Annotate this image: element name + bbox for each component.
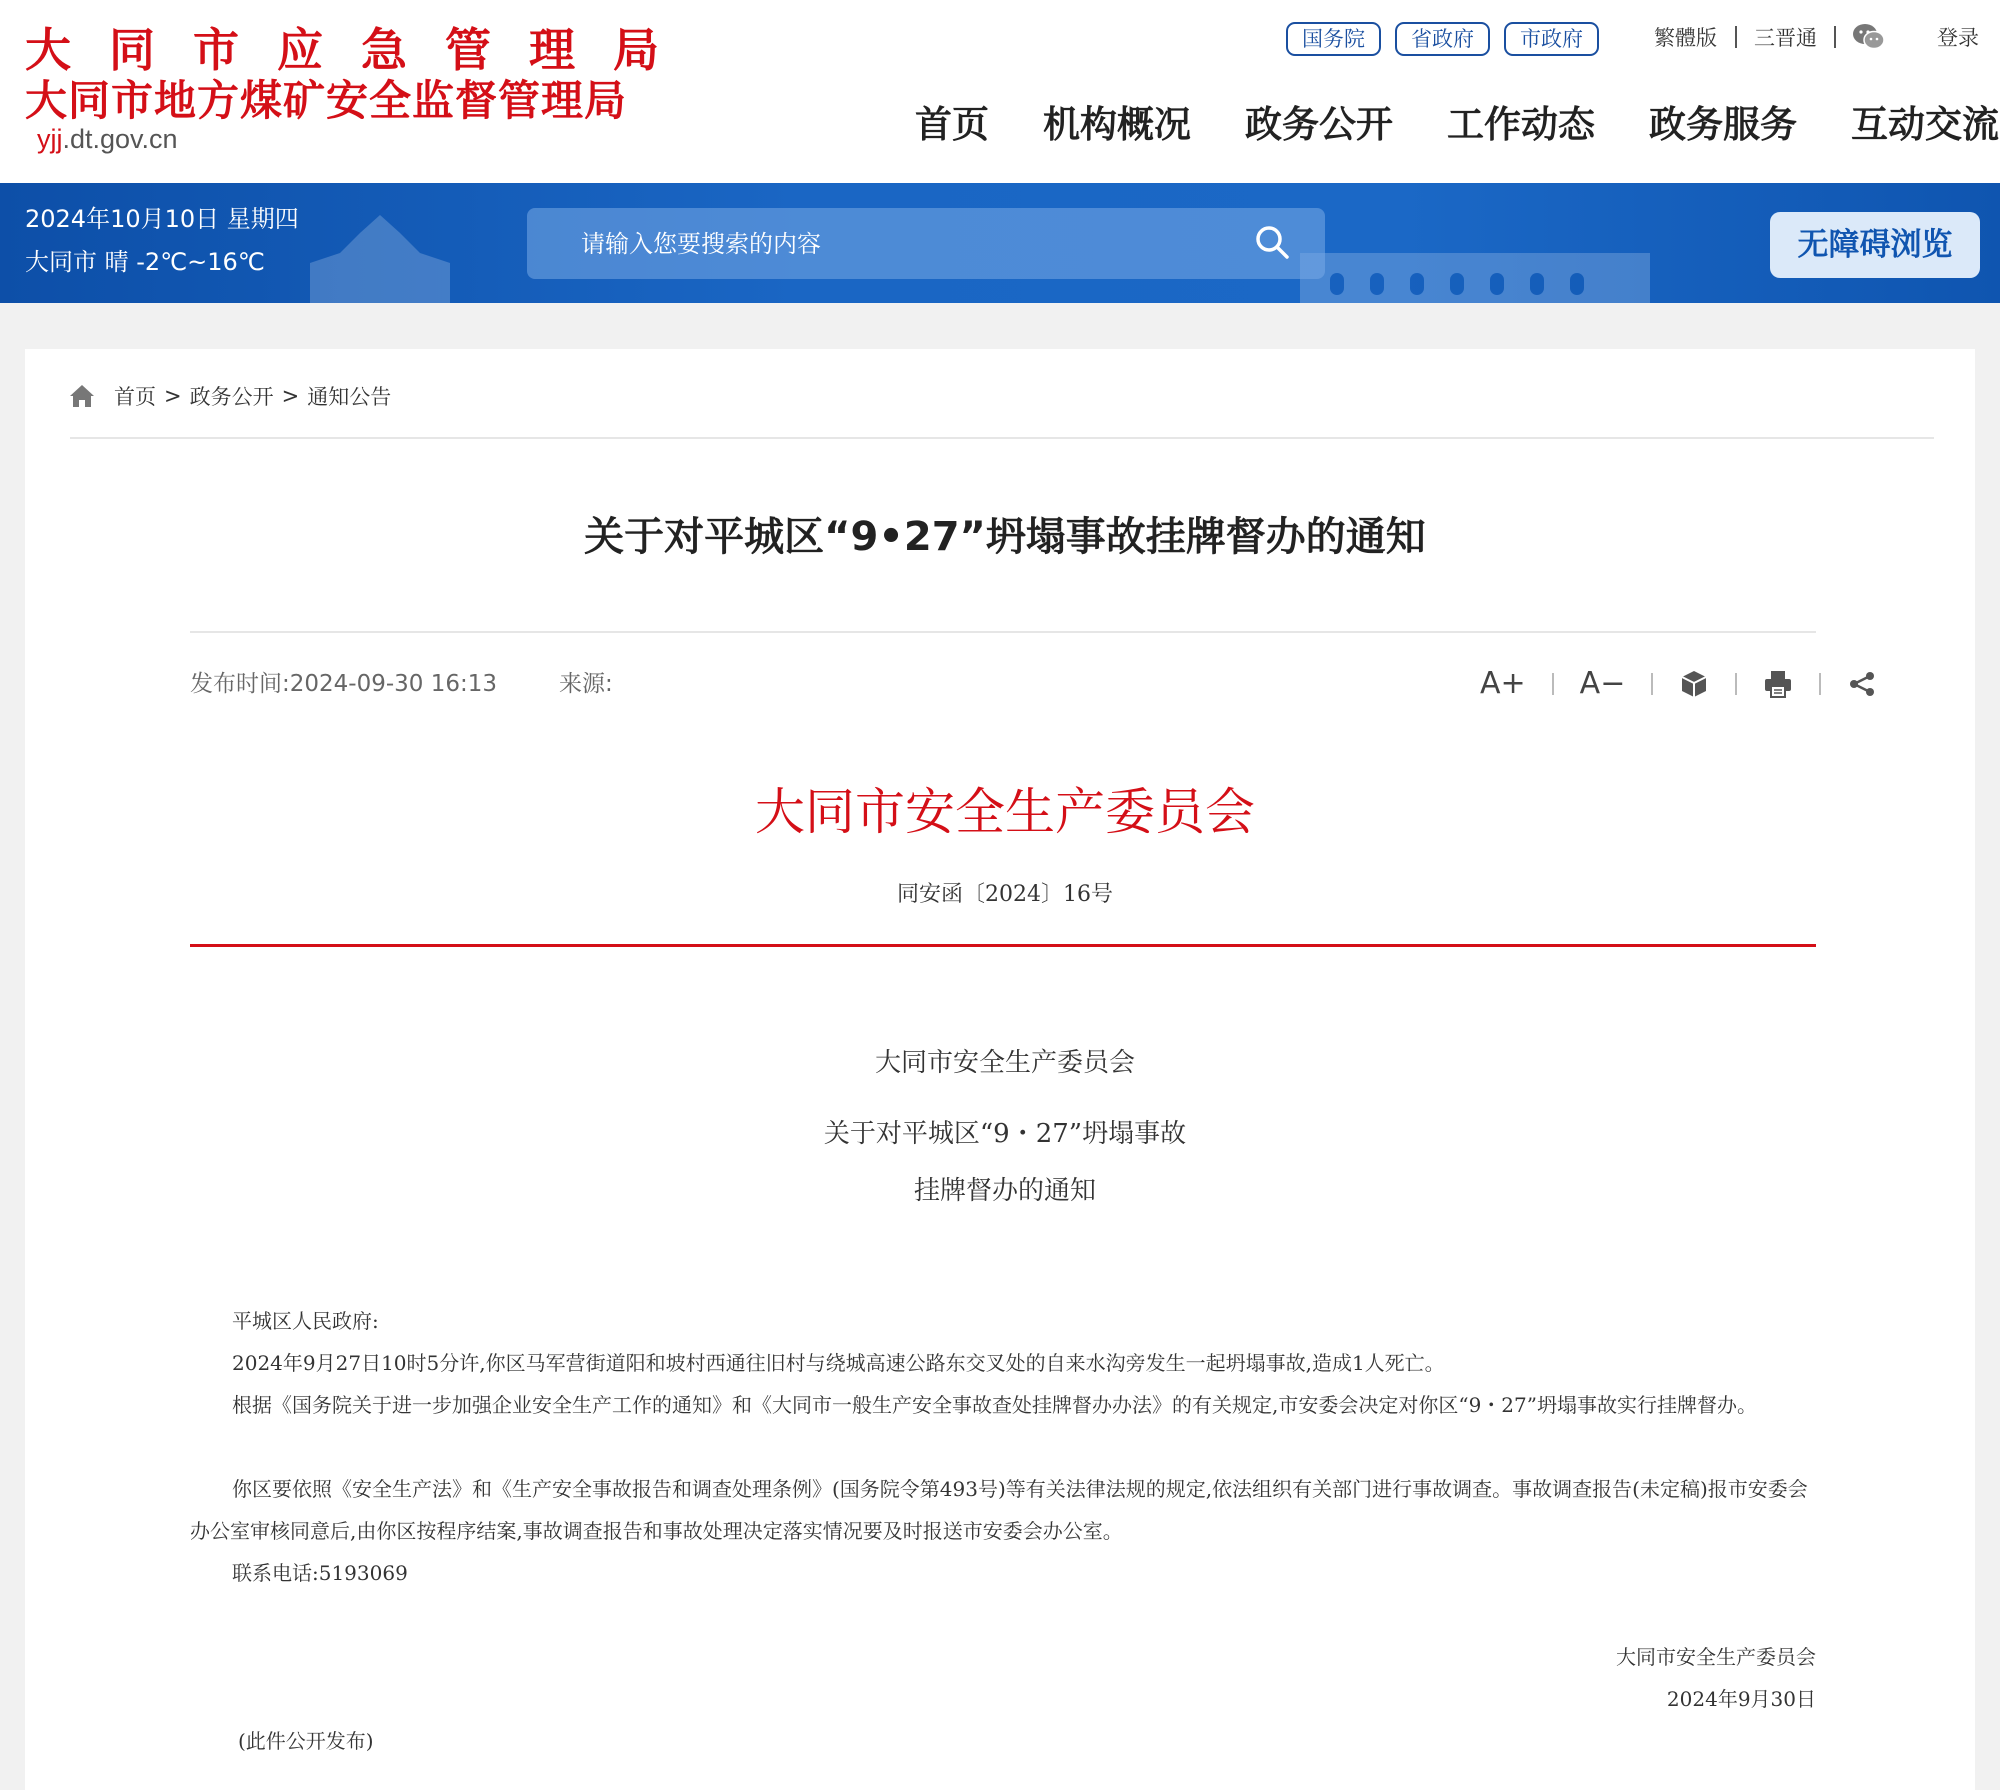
document-paragraph: 2024年9月27日10时5分许,你区马军营街道阳和坡村西通往旧村与绕城高速公路东交叉处的自来水沟旁发生一起坍塌事故,造成1人死亡。 (232, 1351, 1445, 1375)
red-divider (190, 944, 1816, 947)
divider (70, 437, 1934, 439)
document-contact: 联系电话:5193069 (232, 1561, 408, 1585)
weather-info: 大同市 晴 -2℃~16℃ (25, 248, 265, 276)
publish-time (190, 671, 497, 697)
breadcrumb-home[interactable]: 首页 (114, 385, 156, 409)
traditional-chinese-link[interactable]: 繁體版 (1654, 26, 1717, 50)
document-paragraph: 你区要依照《安全生产法》和《生产安全事故报告和调查处理条例》(国务院令第493号)等有关法律法规的规定,依法组织有关部门进行事故调查。事故调查报告(未定稿)报市安委会办公室审核同意后,由你区按程序结案,事故调查报告和事故处理决定落实情况要及时报送市安委会办公室。 (190, 1477, 1808, 1543)
search-input[interactable] (527, 208, 1267, 279)
divider (1819, 673, 1821, 695)
font-decrease-button[interactable]: A− (1579, 666, 1626, 701)
nav-services[interactable]: 政务服务 (1649, 103, 1797, 146)
breadcrumb (68, 381, 391, 411)
site-url-suffix: .dt.gov.cn (62, 124, 178, 154)
font-increase-button[interactable]: A+ (1480, 666, 1526, 701)
document-date: 2024年9月30日 (1666, 1687, 1816, 1711)
document-heading-org: 大同市安全生产委员会 (874, 1048, 1135, 1078)
document-heading-line2: 挂牌督办的通知 (913, 1176, 1096, 1206)
login-link[interactable]: 登录 (1937, 26, 1979, 50)
nav-interaction[interactable]: 互动交流 (1851, 103, 1999, 146)
link-state-council[interactable]: 国务院 (1286, 22, 1381, 56)
nav-work-news[interactable]: 工作动态 (1447, 103, 1595, 146)
document-issuer: 大同市安全生产委员会 (755, 783, 1255, 841)
site-header (0, 0, 2000, 183)
breadcrumb-notices[interactable]: 通知公告 (307, 385, 392, 409)
link-city-gov[interactable]: 市政府 (1504, 22, 1599, 56)
current-date: 2024年10月10日 星期四 (25, 205, 299, 233)
divider (1552, 673, 1554, 695)
breadcrumb-separator: > (164, 384, 182, 408)
divider (190, 631, 1816, 633)
link-province-gov[interactable]: 省政府 (1395, 22, 1490, 56)
gov-links (1286, 22, 1613, 56)
divider (1651, 673, 1653, 695)
document-heading-line1: 关于对平城区“9・27”坍塌事故 (823, 1119, 1187, 1149)
banner (0, 183, 2000, 303)
divider (1735, 673, 1737, 695)
content-card (25, 349, 1975, 1790)
main-nav (915, 100, 1999, 150)
search-box (527, 208, 1325, 279)
nav-overview[interactable]: 机构概况 (1043, 103, 1191, 146)
article-tools (1480, 664, 1877, 704)
publish-value: 2024-09-30 16:13 (289, 671, 498, 697)
divider (1834, 26, 1836, 48)
breadcrumb-gov-affairs[interactable]: 政务公开 (189, 385, 274, 409)
home-icon[interactable] (68, 382, 96, 410)
wechat-icon[interactable] (1852, 22, 1886, 52)
breadcrumb-separator: > (281, 384, 300, 408)
cube-icon[interactable] (1679, 669, 1709, 699)
public-release-note: (此件公开发布) (238, 1729, 374, 1753)
sanjintong-link[interactable]: 三晋通 (1754, 26, 1817, 50)
site-url-prefix: yjj (37, 124, 63, 154)
nav-gov-affairs[interactable]: 政务公开 (1245, 103, 1393, 146)
site-name-line1[interactable]: 大同市应急管理局 (25, 23, 697, 77)
source-label: 来源: (559, 671, 613, 697)
share-icon[interactable] (1847, 669, 1877, 699)
search-icon[interactable] (1253, 223, 1293, 263)
site-url (37, 124, 178, 155)
document-paragraph: 根据《国务院关于进一步加强企业安全生产工作的通知》和《大同市一般生产安全事故查处挂牌督办办法》的有关规定,市安委会决定对你区“9・27”坍塌事故实行挂牌督办。 (232, 1393, 1757, 1417)
print-icon[interactable] (1763, 669, 1793, 699)
divider (1735, 26, 1737, 48)
nav-home[interactable]: 首页 (915, 103, 989, 146)
document-signature: 大同市安全生产委员会 (1616, 1645, 1816, 1669)
article-title: 关于对平城区“9•27”坍塌事故挂牌督办的通知 (584, 514, 1426, 560)
source (559, 671, 613, 697)
document-salutation: 平城区人民政府: (232, 1309, 379, 1333)
site-name-line2[interactable]: 大同市地方煤矿安全监督管理局 (25, 76, 628, 125)
accessibility-button[interactable]: 无障碍浏览 (1770, 212, 1980, 278)
document-number: 同安函〔2024〕16号 (897, 882, 1113, 907)
article-meta (190, 667, 675, 701)
publish-label: 发布时间: (190, 671, 290, 697)
